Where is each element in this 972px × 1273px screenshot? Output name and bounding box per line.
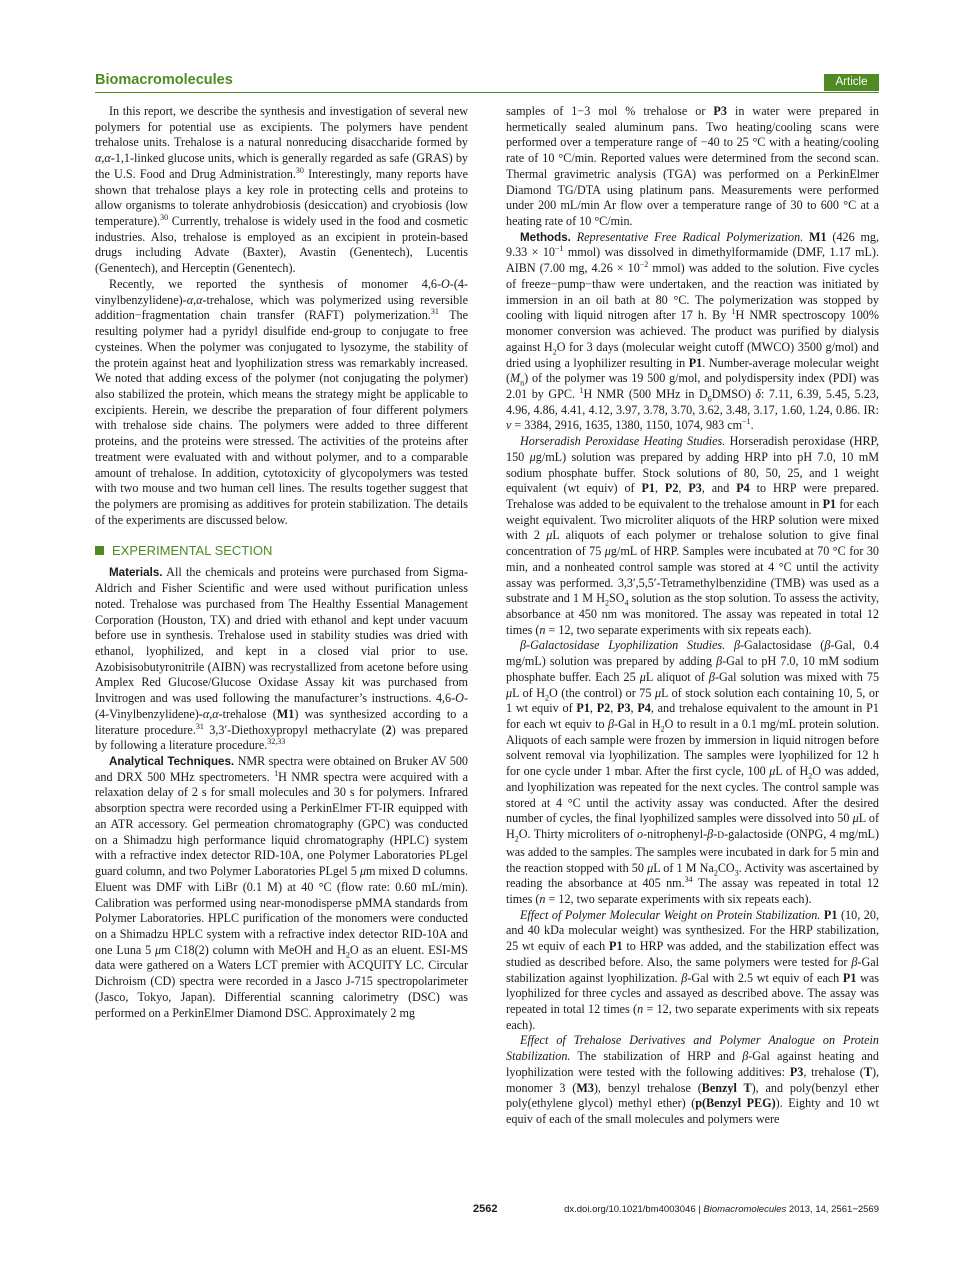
- journal-name: Biomacromolecules: [95, 72, 233, 88]
- bgal-paragraph: β-Galactosidase Lyophilization Studies. β-Galactosidase (β-Gal, 0.4 mg/mL) solution was prepared by adding β-Gal to pH 7.0, 10 mM sodium phosphate buffer. Each 25 μL aliquot of β-Gal solution was mixed with 75 μL of $H_2O$ (the control) or 75 μL of stock solution each containing 10, 5, or 1 wt equiv of P1, P2, P3, P4, and trehalose equivalent to the amount in P1 for each wt equiv to β-Gal in $H_2O$ to result in a 0.1 mg/mL protein solution. Aliquots of each sample were frozen by immersion in liquid nitrogen before solvent removal via lyophilization. The samples were lyophilized for 12 h for one cycle under 1 mbar. After the first cycle, 100 μL of $H_2O$ was added, and lyophilization was repeated for the next cycles. The control sample was stored at 4 °C until the activity assay was conducted. After the desired number of cycles, the final lyophilized samples were dissolved into 50 μL of $H_2O$. Thirty microliters of o-nitrophenyl-β-D-galactoside (ONPG, 4 mg/mL) was added to the samples. The samples were incubated in dark for 5 min and the reaction stopped with 50 μL of 1 M $Na_2CO_3$. Activity was ascertained by reading the absorbance at 405 nm.$^{34}$ The assay was repeated in total 12 times (n = 12, two separate experiments with six repeats each).: [506, 638, 880, 906]
- intro-paragraph-2: Recently, we reported the synthesis of monomer 4,6-O-(4-vinylbenzylidene)-α,α-trehalose, which was polymerized using reversible addition−fragmentation chain transfer (RAFT) polymerization.$^{31}$ The resulting polymer had a pyridyl disulfide end-group to conjugate to free cysteines. When the polymer was conjugated to lysozyme, the stability of the protein against heat and lyophilization stress was remarkably increased. We noted that adding excess of the polymer (not conjugating the polymer) also stabilized the protein, which means the strategy might be applicable to excipients. Herein, we describe the preparation of four different polymers with trehalose side chains. The polymers were added to three different proteins, and the proteins were stressed. The activities of the proteins after treatment were evaluated with and without polymer, and to a comparable amount of trehalose. In addition, cytotoxicity of glycopolymers was tested with two mouse and two human cell lines. The results together suggest that the polymers are promising as additives for protein stabilization. The details of the experiments are discussed below.: [95, 276, 468, 527]
- right-column: [506, 104, 879, 1128]
- doi-link[interactable]: dx.doi.org/10.1021/bm400304: [564, 1204, 691, 1215]
- left-column: [95, 104, 468, 1021]
- molecular-weight-paragraph: Effect of Polymer Molecular Weight on Protein Stabilization. P1 (10, 20, and 40 kDa molecular weight) was synthesized. For the HRP stabilization, 25 wt equiv of each P1 to HRP was added, and the stabilization effect was studied as described before. Also, the same polymers were tested for β-Gal stabilization against lyophilization. β-Gal with 2.5 wt equiv of each P1 was lyophilized for three cycles and assayed as described above. The assay was repeated in total 12 times (n = 12, two separate experiments with six repeats each).: [506, 907, 879, 1032]
- derivatives-paragraph: Effect of Trehalose Derivatives and Polymer Analogue on Protein Stabilization. The stabilization of HRP and β-Gal against heating and lyophilization were tested with the following additives: P3, trehalose (T), monomer 3 (M3), benzyl trehalose (Benzyl T), and poly(benzyl ether poly(ethylene glycol) methyl ether) (p(Benzyl PEG)). Eighty and 10 wt equiv of each of the small molecules and polymers were: [506, 1033, 880, 1126]
- citation: 31: [195, 721, 204, 731]
- citation: 32,33: [267, 737, 286, 747]
- footer-citation: dx.doi.org/10.1021/bm4003046 | Biomacromolecules 2013, 14, 2561−2569: [564, 1204, 879, 1215]
- header-rule: [95, 92, 879, 93]
- citation: 30: [295, 165, 304, 175]
- section-heading-experimental: EXPERIMENTAL SECTION: [95, 543, 468, 559]
- citation: 30: [160, 212, 169, 222]
- analytical-continued: samples of 1−3 mol % trehalose or P3 in water were prepared in hermetically sealed aluminum pans. Two heating/cooling scans were performed over a temperature range of −40 to 25 °C with a heating/cooling rate of 10 °C/min. Reported values were determined from the second scan. Thermal gravimetric analysis (TGA) was performed on a PerkinElmer Diamond TG/DTA using platinum pans. Measurements were performed under 200 mL/min Ar flow over a temperature range of 30 to 600 °C at a heating rate of 10 °C/min.: [506, 104, 879, 229]
- section-square-icon: [95, 546, 104, 555]
- page-number: 2562: [473, 1203, 498, 1215]
- citation: 31: [430, 307, 439, 317]
- methods-paragraph: Methods. Representative Free Radical Polymerization. M1 (426 mg, $9.33 \times 10^{-1}$ mmol) was dissolved in dimethylformamide (DMF, 1.17 mL). AIBN (7.00 mg, $4.26 \times 10^{-2}$ mmol) was added to the solution. Five cycles of freeze−pump−thaw were undertaken, and the reaction was initiated by immersion in an oil bath at 80 °C. The polymerization was stopped by cooling with liquid nitrogen after 17 h. By $^1$H NMR spectroscopy 100% monomer conversion was achieved. The product was purified by dialysis against $H_2O$ for 3 days (molecular weight cutoff (MWCO) 3500 g/mol) and dried using a lyophilizer resulting in P1. Number-average molecular weight $(M_n)$ of the polymer was 19 500 g/mol, and polydispersity index (PDI) was 2.01 by GPC. $^1$H NMR (500 MHz in $D_6DMSO$) δ: 7.11, 6.39, 5.45, 5.23, 4.96, 4.86, 4.41, 4.12, 3.97, 3.78, 3.70, 3.62, 3.48, 3.17, 1.60, 1.24, 0.86. IR: ν = 3384, 2916, 1635, 1380, 1150, 1074, 983 $cm^{-1}$.: [506, 229, 880, 433]
- analytical-paragraph: Analytical Techniques. NMR spectra were obtained on Bruker AV 500 and DRX 500 MHz spectrometers. $^1$H NMR spectra were acquired with a relaxation delay of 2 s for small molecules and 30 s for polymers. Infrared absorption spectra were recorded using a PerkinElmer FT-IR equipped with an ATR accessory. Gel permeation chromatography (GPC) was conducted on a Shimadzu high performance liquid chromatography (HPLC) system with a refractive index detector RID-10A, one Polymer Laboratories PLgel guard column, and two Polymer Laboratories PLgel 5 μm mixed D columns. Eluent was DMF with LiBr (0.1 M) at 40 °C (flow rate: 0.60 mL/min). Calibration was performed using near-monodisperse pMMA standards from Polymer Laboratories. HPLC purification of the monomers were conducted on a Shimadzu HPLC system with a refractive index detector RID-10A and one Luna 5 μm C18(2) column with MeOH and $H_2O$ as an eluent. ESI-MS data were gathered on a Waters LCT premier with ACQUITY LC. Circular Dichroism (CD) spectra were recorded in a Jasco J-715 spectropolarimeter (Jasco, Tokyo, Japan). Differential scanning calorimetry (DSC) was performed on a PerkinElmer Diamond DSC. Approximately 2 mg: [95, 754, 468, 1020]
- hrp-paragraph: Horseradish Peroxidase Heating Studies. Horseradish peroxidase (HRP, 150 μg/mL) solution was prepared by adding HRP into pH 7.0, 10 mM sodium phosphate buffer. Stock solutions of 80, 50, 25, and 1 weight equivalent (wt equiv) of P1, P2, P3, and P4 to HRP were prepared. Trehalose was added to be equivalent to the trehalose amount in P1 for each weight equivalent. Two microliter aliquots of the HRP solution were mixed with 2 μL aliquots of each polymer or trehalose solution to give final concentration of 75 μg/mL of HRP. Samples were incubated at 70 °C for 30 min, and a nonheated control sample was stored at 4 °C until the activity assay was performed. 3,3′,5,5′-Tetramethylbenzidine (TMB) was used as a substrate and 1 M $H_2SO_4$ solution as the stop solution. To assess the activity, absorbance at 450 nm was monitored. The assay was repeated in total 12 times (n = 12, two separate experiments with six repeats each).: [506, 434, 879, 637]
- article-type-badge: Article: [824, 74, 879, 91]
- intro-paragraph-1: In this report, we describe the synthesis and investigation of several new polymers for potential use as excipients. The polymers have pendent trehalose units. Trehalose is a natural nonreducing disaccharide formed by α,α-1,1-linked glucose units, which is generally regarded as safe (GRAS) by the U.S. Food and Drug Administration.$^{30}$ Interestingly, many reports have shown that trehalose plays a key role in protecting cells and proteins to allow organisms to tolerate anhydrobiosis (desiccation) and cryobiosis (low temperature).$^{30}$ Currently, trehalose is widely used in the food and cosmetic industries. Also, trehalose is employed as an excipient in protein-based drugs including Advate (Baxter), Avastin (Genentech), Lucentis (Genentech), and Herceptin (Genentech).: [95, 104, 468, 276]
- materials-paragraph: Materials. All the chemicals and proteins were purchased from Sigma-Aldrich and Fisher Scientific and were used without purification unless noted. Trehalose was purchased from The Healthy Essential Management Corporation (Houston, TX) and dried with ethanol and kept under vacuum before use in synthesis. Trehalose used in stability studies was dried with ethanol, lyophilized, and kept in a closed vial prior to use. Azobisisobutyronitrile (AIBN) was recrystallized from acetone before using Amplex Red Glucose/Glucose Oxidase Assay kit was purchased from Invitrogen and was used following the manufacturer’s instructions. 4,6-O-(4-Vinylbenzylidene)-α,α-trehalose (M1) was synthesized according to a literature procedure.$^{31}$ 3,3′-Diethoxypropyl methacrylate (2) was prepared by following a literature procedure.$^{32,33}$: [95, 565, 468, 753]
- citation: 34: [684, 875, 693, 885]
